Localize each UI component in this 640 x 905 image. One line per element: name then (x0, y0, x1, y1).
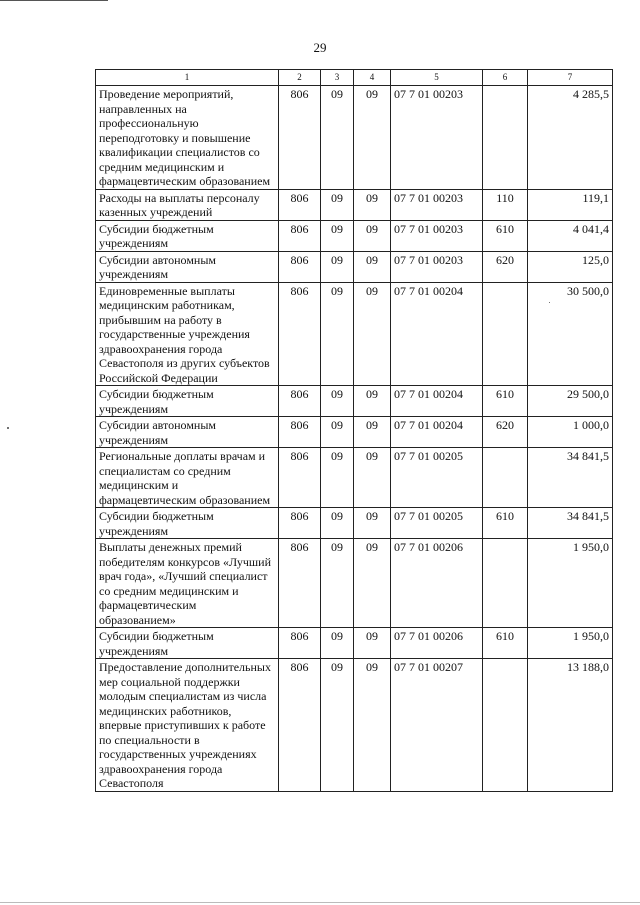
row-grbs-cell: 806 (279, 659, 321, 792)
table-row (96, 386, 613, 417)
row-subsection-cell: 09 (354, 659, 391, 792)
scan-speck (549, 302, 550, 303)
row-section-cell: 09 (321, 508, 354, 539)
row-target-article-cell: 07 7 01 00206 (391, 628, 483, 659)
row-name-cell: Предоставление дополнительных мер социальной поддержки молодым специалистам из числа медицинских работников, впервые приступивших к работе по специальности в государственных учреждениях здравоохранения города Севастополя (96, 659, 279, 792)
top-edge-rule (0, 0, 108, 1)
row-amount-cell: 30 500,0 (528, 282, 613, 386)
row-grbs-cell: 806 (279, 539, 321, 628)
row-section-cell: 09 (321, 220, 354, 251)
row-expense-type-cell (483, 659, 528, 792)
row-name-cell: Субсидии автономным учреждениям (96, 417, 279, 448)
table-row (96, 508, 613, 539)
table-row (96, 282, 613, 386)
row-grbs-cell: 806 (279, 86, 321, 190)
row-grbs-cell: 806 (279, 251, 321, 282)
row-subsection-cell: 09 (354, 417, 391, 448)
table-row (96, 86, 613, 190)
row-target-article-cell: 07 7 01 00204 (391, 417, 483, 448)
row-expense-type-cell: 610 (483, 508, 528, 539)
table-row (96, 539, 613, 628)
row-amount-cell: 34 841,5 (528, 508, 613, 539)
row-subsection-cell: 09 (354, 282, 391, 386)
row-name-cell: Субсидии бюджетным учреждениям (96, 628, 279, 659)
table-row (96, 251, 613, 282)
row-amount-cell: 4 041,4 (528, 220, 613, 251)
column-number-row (96, 70, 613, 86)
bottom-edge-rule (0, 902, 640, 903)
row-name-cell: Региональные доплаты врачам и специалистам со средним медицинским и фармацевтическим образованием (96, 448, 279, 508)
row-expense-type-cell (483, 86, 528, 190)
table-row (96, 189, 613, 220)
row-subsection-cell: 09 (354, 448, 391, 508)
row-name-cell: Субсидии бюджетным учреждениям (96, 508, 279, 539)
table-row (96, 448, 613, 508)
row-amount-cell: 1 950,0 (528, 628, 613, 659)
row-grbs-cell: 806 (279, 282, 321, 386)
row-target-article-cell: 07 7 01 00203 (391, 251, 483, 282)
row-target-article-cell: 07 7 01 00203 (391, 189, 483, 220)
row-grbs-cell: 806 (279, 417, 321, 448)
row-section-cell: 09 (321, 386, 354, 417)
row-subsection-cell: 09 (354, 220, 391, 251)
col-header-3: 3 (321, 70, 354, 86)
row-expense-type-cell: 610 (483, 628, 528, 659)
row-section-cell: 09 (321, 282, 354, 386)
row-name-cell: Субсидии автономным учреждениям (96, 251, 279, 282)
row-grbs-cell: 806 (279, 628, 321, 659)
row-grbs-cell: 806 (279, 386, 321, 417)
row-grbs-cell: 806 (279, 448, 321, 508)
row-name-cell: Единовременные выплаты медицинским работникам, прибывшим на работу в государственные учреждения здравоохранения города Севастополя из других субъектов Российской Федерации (96, 282, 279, 386)
row-grbs-cell: 806 (279, 189, 321, 220)
col-header-1: 1 (96, 70, 279, 86)
row-subsection-cell: 09 (354, 251, 391, 282)
row-amount-cell: 1 950,0 (528, 539, 613, 628)
col-header-7: 7 (528, 70, 613, 86)
row-section-cell: 09 (321, 86, 354, 190)
row-subsection-cell: 09 (354, 508, 391, 539)
table-row (96, 628, 613, 659)
page-number: 29 (313, 40, 327, 55)
row-section-cell: 09 (321, 659, 354, 792)
row-target-article-cell: 07 7 01 00205 (391, 448, 483, 508)
row-section-cell: 09 (321, 448, 354, 508)
row-target-article-cell: 07 7 01 00203 (391, 220, 483, 251)
row-subsection-cell: 09 (354, 386, 391, 417)
row-amount-cell: 13 188,0 (528, 659, 613, 792)
scan-speck (7, 427, 9, 429)
row-expense-type-cell: 620 (483, 251, 528, 282)
row-subsection-cell: 09 (354, 628, 391, 659)
row-section-cell: 09 (321, 628, 354, 659)
row-name-cell: Субсидии бюджетным учреждениям (96, 220, 279, 251)
row-amount-cell: 125,0 (528, 251, 613, 282)
row-amount-cell: 29 500,0 (528, 386, 613, 417)
row-subsection-cell: 09 (354, 189, 391, 220)
col-header-5: 5 (391, 70, 483, 86)
row-expense-type-cell (483, 539, 528, 628)
row-section-cell: 09 (321, 251, 354, 282)
row-section-cell: 09 (321, 417, 354, 448)
row-expense-type-cell (483, 448, 528, 508)
budget-table (95, 69, 613, 792)
row-amount-cell: 4 285,5 (528, 86, 613, 190)
col-header-2: 2 (279, 70, 321, 86)
row-grbs-cell: 806 (279, 508, 321, 539)
row-subsection-cell: 09 (354, 86, 391, 190)
row-target-article-cell: 07 7 01 00206 (391, 539, 483, 628)
row-target-article-cell: 07 7 01 00204 (391, 282, 483, 386)
row-amount-cell: 119,1 (528, 189, 613, 220)
table-row (96, 220, 613, 251)
table-row (96, 659, 613, 792)
row-name-cell: Выплаты денежных премий победителям конкурсов «Лучший врач года», «Лучший специалист со средним медицинским и фармацевтическим образованием» (96, 539, 279, 628)
row-target-article-cell: 07 7 01 00204 (391, 386, 483, 417)
row-target-article-cell: 07 7 01 00207 (391, 659, 483, 792)
row-subsection-cell: 09 (354, 539, 391, 628)
col-header-4: 4 (354, 70, 391, 86)
row-target-article-cell: 07 7 01 00203 (391, 86, 483, 190)
row-name-cell: Субсидии бюджетным учреждениям (96, 386, 279, 417)
budget-table-body (96, 86, 613, 792)
row-expense-type-cell: 610 (483, 220, 528, 251)
row-expense-type-cell (483, 282, 528, 386)
row-target-article-cell: 07 7 01 00205 (391, 508, 483, 539)
table-row (96, 417, 613, 448)
row-expense-type-cell: 610 (483, 386, 528, 417)
row-expense-type-cell: 110 (483, 189, 528, 220)
row-amount-cell: 34 841,5 (528, 448, 613, 508)
row-section-cell: 09 (321, 539, 354, 628)
col-header-6: 6 (483, 70, 528, 86)
row-name-cell: Расходы на выплаты персоналу казенных учреждений (96, 189, 279, 220)
row-section-cell: 09 (321, 189, 354, 220)
row-name-cell: Проведение мероприятий, направленных на профессиональную переподготовку и повышение квалификации специалистов со средним медицинским и фармацевтическим образованием (96, 86, 279, 190)
row-grbs-cell: 806 (279, 220, 321, 251)
row-expense-type-cell: 620 (483, 417, 528, 448)
row-amount-cell: 1 000,0 (528, 417, 613, 448)
